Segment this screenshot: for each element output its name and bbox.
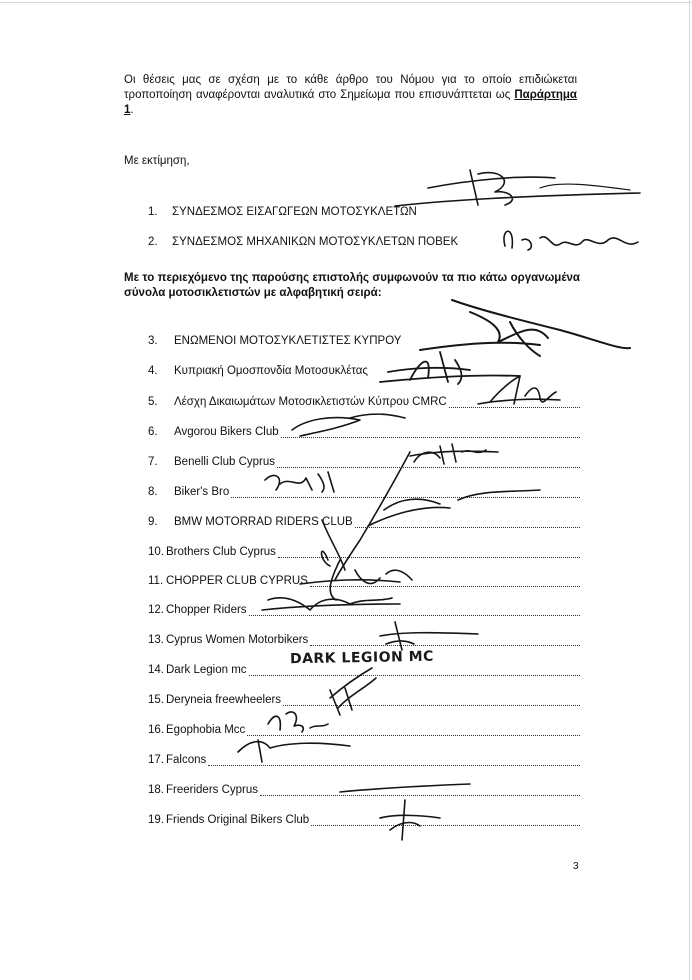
row-number: 7. [148,456,158,468]
club-name: Λέσχη Δικαιωμάτων Μοτοσικλετιστών Κύπρου CMRC [174,396,447,408]
signatory-name: ΣΥΝΔΕΣΜΟΣ ΜΗΧΑΝΙΚΩΝ ΜΟΤΟΣΥΚΛΕΤΩΝ ΠΟΒΕΚ [172,236,459,248]
club-name: Brothers Club Cyprus [166,546,276,558]
club-name: ΕΝΩΜΕΝΟΙ ΜΟΤΟΣΥΚΛΕΤΙΣΤΕΣ ΚΥΠΡΟΥ [174,335,402,347]
row-number: 9. [148,516,158,528]
club-name: Cyprus Women Motorbikers [166,634,309,646]
signature-12 [262,598,400,610]
signature-16 [268,712,328,732]
row-number: 19. [148,814,164,826]
signature-9 [335,452,540,580]
club-name: BMW MOTORRAD RIDERS CLUB [174,516,353,528]
signature-6 [292,414,405,436]
row-number: 1. [148,206,158,218]
row-number: 3. [148,335,158,347]
row-number: 6. [148,426,158,438]
signatory-name: ΣΥΝΔΕΣΜΟΣ ΕΙΣΑΓΩΓΕΩΝ ΜΟΤΟΣΥΚΛΕΤΩΝ [172,206,417,218]
club-name: Chopper Riders [166,604,247,616]
club-name: Benelli Club Cyprus [174,456,275,468]
signature-18 [340,784,470,792]
row-number: 17. [148,754,164,766]
club-name: Avgorou Bikers Club [174,426,279,438]
club-name: Freeriders Cyprus [166,784,259,796]
signature-3 [420,300,630,356]
signature-4 [380,352,520,384]
signature-1 [395,170,640,206]
row-number: 12. [148,604,164,616]
page-number: 3 [573,861,579,872]
intro-text: Οι θέσεις μας σε σχέση με το κάθε άρθρο του Νόμου για το οποίο επιδιώκεται τροποποίηση αναφέρονται αναλυτικά στο Σημείωμα που επισυνάπτεται ως [124,74,577,101]
club-name: Falcons [166,754,207,766]
club-name: Κυπριακή Ομοσπονδία Μοτοσυκλέτας [174,365,368,377]
club-name: Egophobia Mcc [166,724,246,736]
row-number: 10. [148,546,164,558]
agreement-statement: Με το περιεχόμενο της παρούσης επιστολής συμφωνούν τα πιο κάτω οργανωμένα σύνολα μοτοσικλετιστών με αλφαβητική σειρά: [124,272,580,299]
row-number: 13. [148,634,164,646]
closing-salutation: Με εκτίμηση, [124,155,190,167]
annex-reference: Παράρτημα 1 [124,89,577,116]
club-name: Friends Original Bikers Club [166,814,310,826]
row-number: 5. [148,396,158,408]
row-number: 16. [148,724,164,736]
club-name: CHOPPER CLUB CYPRUS [166,575,308,587]
club-stamp: DARK LEGION MC [289,648,434,668]
row-number: 15. [148,694,164,706]
row-number: 2. [148,236,158,248]
row-number: 11. [148,575,164,587]
intro-period: . [130,104,134,116]
signature-15 [330,668,376,715]
club-name: Deryneia freewheelers [166,694,282,706]
signature-5 [478,376,560,404]
signature-13 [380,622,478,650]
signature-8 [265,472,334,492]
row-number: 18. [148,784,164,796]
signature-11 [300,560,412,600]
row-number: 4. [148,365,158,377]
club-name: Biker's Bro [174,486,230,498]
signature-7 [410,444,498,464]
club-name: Dark Legion mc [166,664,247,676]
signature-10 [322,520,346,570]
signature-2 [504,231,638,250]
row-number: 14. [148,664,164,676]
signature-19 [380,800,440,840]
signature-17 [238,740,350,762]
row-number: 8. [148,486,158,498]
